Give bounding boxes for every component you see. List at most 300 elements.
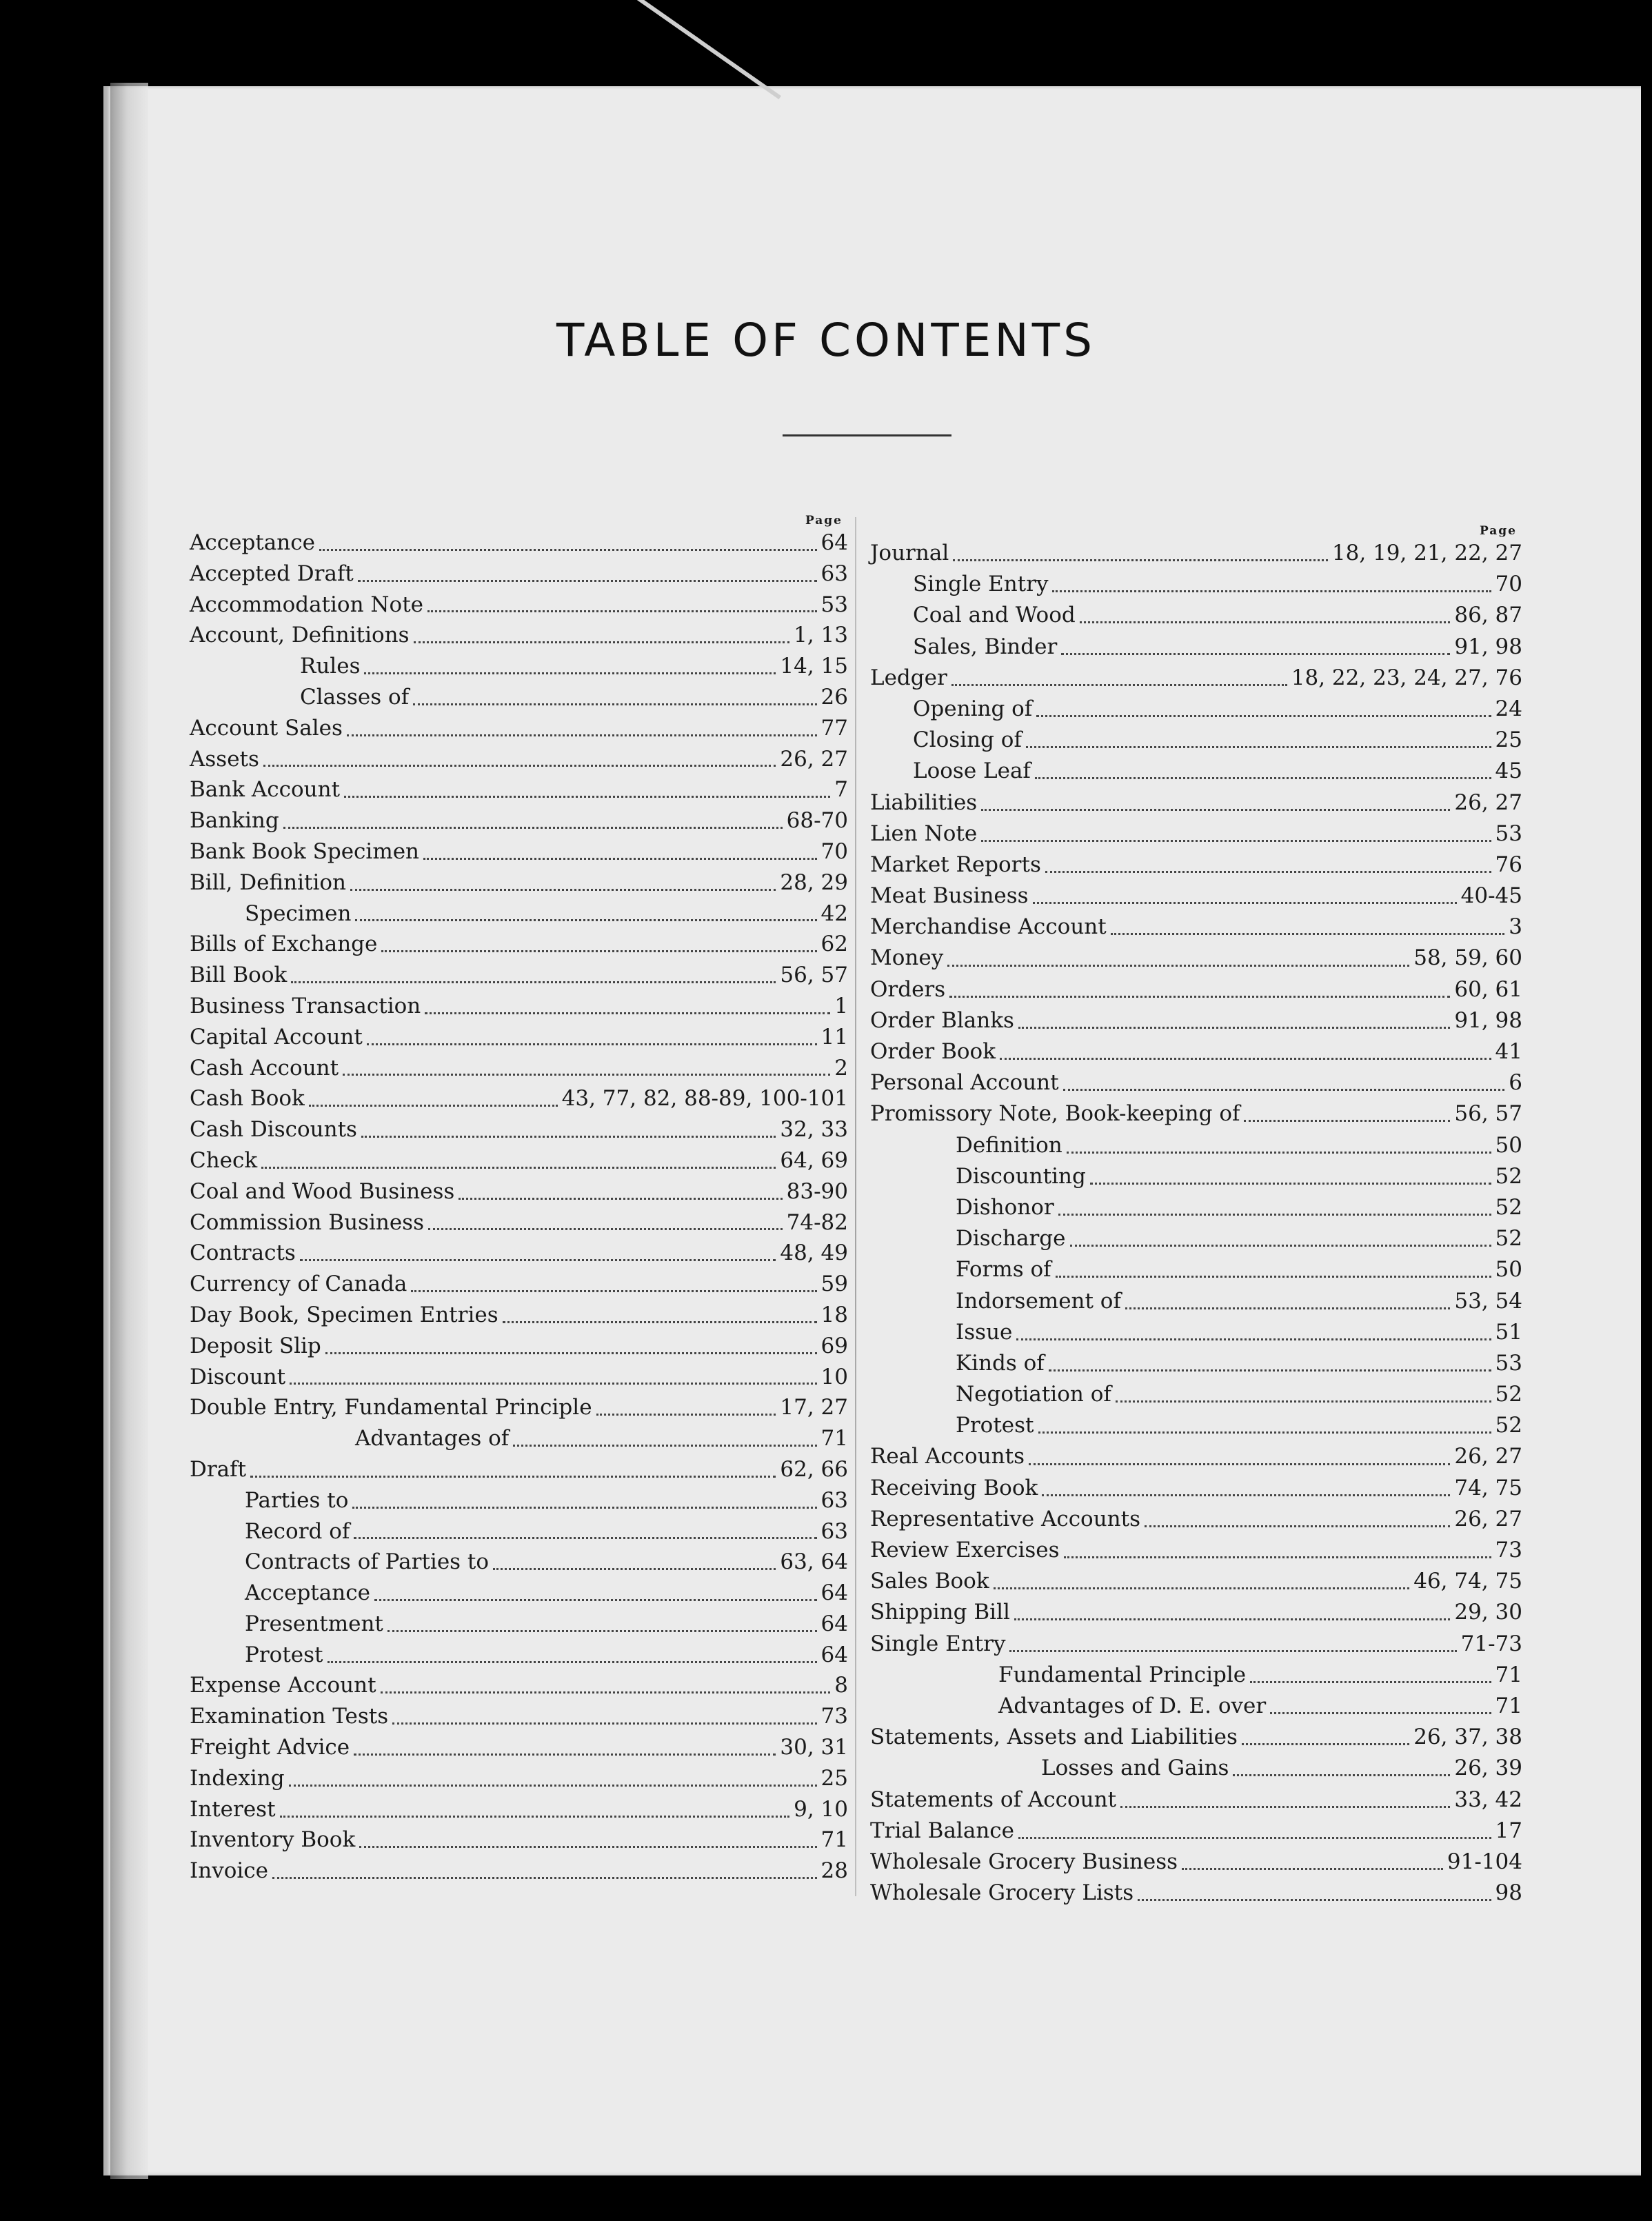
toc-entry [190,1485,848,1516]
toc-entry [190,1856,848,1887]
toc-entry-pages: 26, 37, 38 [1413,1725,1522,1750]
toc-entry-label: Bill, Definition [190,870,346,895]
toc-entry [190,1701,848,1732]
dot-leader [1056,1267,1491,1278]
toc-entry-label: Rules [300,654,361,679]
toc-entry-pages: 7 [834,777,848,803]
toc-entry-pages: 41 [1495,1039,1522,1064]
dot-leader [459,1189,782,1200]
right-entry-list [870,538,1522,1909]
toc-entry-label: Day Book, Specimen Entries [190,1302,498,1327]
toc-entry [870,725,1522,756]
dot-leader [411,1282,816,1292]
toc-entry [190,620,848,651]
toc-entry-label: Assets [190,746,259,772]
toc-entry-pages: 63, 64 [780,1549,848,1575]
dot-leader [359,1838,816,1848]
toc-entry-label: Expense Account [190,1673,376,1698]
dot-leader [1270,1704,1491,1714]
toc-entry [190,929,848,960]
toc-entry-pages: 71 [1495,1693,1522,1718]
toc-entry-label: Kinds of [956,1350,1045,1376]
toc-entry-pages: 86, 87 [1454,603,1522,628]
toc-entry [190,1300,848,1331]
dot-leader [354,1529,816,1539]
toc-entry-pages: 26, 39 [1454,1756,1522,1781]
dot-leader [1058,1205,1491,1216]
toc-entry [190,1114,848,1145]
toc-entry-label: Representative Accounts [870,1506,1141,1531]
toc-entry [870,1005,1522,1036]
toc-entry [870,1629,1522,1660]
dot-leader [1244,1112,1450,1122]
toc-entry-pages: 62 [820,932,848,957]
toc-entry-label: Merchandise Account [870,914,1107,940]
toc-entry-pages: 71 [820,1827,848,1853]
dot-leader [1145,1517,1450,1527]
dot-leader [981,801,1450,811]
toc-entry-label: Commission Business [190,1209,425,1235]
toc-entry-pages: 63 [820,1487,848,1513]
toc-entry [870,1722,1522,1753]
toc-entry [870,1691,1522,1722]
dot-leader [1138,1891,1491,1901]
toc-entry [190,1145,848,1176]
toc-entry [870,1130,1522,1161]
toc-entry-label: Invoice [190,1858,269,1884]
toc-entry [870,1441,1522,1472]
toc-entry-label: Personal Account [870,1070,1059,1096]
toc-entry-pages: 33, 42 [1454,1787,1522,1812]
toc-entry-label: Inventory Book [190,1827,356,1853]
toc-entry-pages: 71 [820,1426,848,1451]
toc-entry-pages: 69 [820,1333,848,1358]
dot-leader [374,1591,817,1601]
toc-entry [190,867,848,898]
dot-leader [1033,894,1457,904]
toc-entry-pages: 91, 98 [1454,634,1522,659]
toc-entry-label: Definition [956,1132,1062,1158]
toc-entry [870,569,1522,600]
toc-entry [870,974,1522,1005]
toc-entry-label: Cash Discounts [190,1117,357,1143]
toc-entry-label: Wholesale Grocery Business [870,1849,1178,1874]
dot-leader [291,973,776,983]
toc-entry [870,663,1522,694]
toc-entry [870,538,1522,569]
dot-leader [1250,1673,1491,1683]
toc-entry [870,1192,1522,1223]
toc-entry-pages: 26, 27 [780,746,848,772]
toc-entry-pages: 74, 75 [1454,1475,1522,1500]
toc-entry-pages: 64 [820,530,848,555]
toc-entry-label: Protest [245,1642,323,1667]
toc-entry [870,1566,1522,1597]
toc-entry-pages: 74-82 [786,1209,848,1235]
toc-entry-pages: 53 [1495,1350,1522,1376]
toc-entry-pages: 91-104 [1447,1849,1522,1874]
toc-entry [190,713,848,744]
dot-leader [953,551,1328,561]
dot-leader [1049,1361,1491,1371]
dot-leader [493,1560,776,1570]
toc-entry-label: Promissory Note, Book-keeping of [870,1101,1240,1127]
toc-entry-label: Single Entry [913,572,1049,597]
toc-entry [190,1053,848,1084]
toc-entry-label: Money [870,945,944,971]
dot-leader [381,942,816,952]
dot-leader [263,756,776,767]
toc-entry [190,1578,848,1609]
toc-entry [190,1640,848,1671]
toc-entry [190,1670,848,1701]
toc-entry-pages: 56, 57 [1454,1101,1522,1127]
dot-leader [309,1096,558,1107]
scan-scratch-mark [632,0,781,99]
toc-entry-pages: 83-90 [786,1178,848,1204]
dot-leader [354,1745,776,1756]
dot-leader [1242,1735,1409,1745]
toc-entry-label: Cash Book [190,1086,305,1112]
dot-leader [1090,1174,1491,1185]
toc-entry-label: Loose Leaf [913,758,1031,784]
toc-entry-pages: 18, 19, 21, 22, 27 [1331,541,1522,565]
toc-entry [870,1317,1522,1348]
toc-entry-label: Statements, Assets and Liabilities [870,1725,1238,1750]
toc-entry [190,774,848,805]
toc-entry [190,527,848,559]
dot-leader [1067,1143,1491,1154]
toc-entry-pages: 26, 27 [1454,1444,1522,1469]
dot-leader [364,664,776,674]
toc-entry-label: Check [190,1147,258,1173]
toc-entry-pages: 29, 30 [1454,1600,1522,1625]
toc-entry-label: Market Reports [870,852,1041,877]
toc-entry [870,1379,1522,1410]
toc-entry-pages: 46, 74, 75 [1413,1569,1522,1594]
toc-entry-label: Banking [190,808,279,834]
toc-entry-label: Specimen [245,901,352,926]
toc-entry [870,1878,1522,1909]
toc-entry-label: Fundamental Principle [998,1662,1247,1687]
dot-leader [1035,769,1491,779]
toc-entry [870,694,1522,725]
toc-entry [870,850,1522,881]
toc-entry-label: Currency of Canada [190,1272,407,1297]
toc-entry-pages: 64 [820,1611,848,1636]
dot-leader [428,1220,783,1230]
toc-entry-label: Advantages of [355,1426,510,1451]
toc-entry [190,1083,848,1114]
toc-entry-label: Presentment [245,1611,383,1636]
toc-entry-label: Draft [190,1456,247,1482]
dot-leader [981,832,1491,842]
toc-entry-label: Negotiation of [956,1382,1111,1407]
dot-leader [503,1313,817,1323]
toc-entry-label: Forms of [956,1257,1051,1283]
dot-leader [1111,925,1505,935]
toc-entry [190,1238,848,1269]
toc-entry [870,1785,1522,1816]
page-title: TABLE OF CONTENTS [556,314,1096,367]
toc-entry-pages: 30, 31 [780,1735,848,1760]
toc-entry-label: Meat Business [870,883,1029,909]
toc-entry [190,1207,848,1238]
toc-entry [870,787,1522,818]
dot-leader [414,633,790,643]
toc-entry-pages: 64, 69 [780,1147,848,1173]
toc-entry-pages: 42 [820,901,848,926]
toc-entry-label: Shipping Bill [870,1600,1010,1625]
toc-entry-pages: 52 [1495,1382,1522,1407]
toc-entry-pages: 28, 29 [780,870,848,895]
dot-leader [1052,582,1491,592]
toc-entry-label: Statements of Account [870,1787,1117,1812]
toc-entry-label: Opening of [913,696,1033,721]
toc-entry-label: Order Book [870,1039,996,1064]
toc-entry-pages: 9, 10 [794,1796,848,1822]
toc-entry [190,836,848,867]
toc-entry-label: Indorsement of [956,1288,1121,1314]
toc-entry [870,881,1522,912]
dot-leader [250,1467,776,1478]
toc-entry [870,943,1522,974]
dot-leader [325,1344,817,1354]
toc-entry-pages: 68-70 [786,808,848,834]
toc-entry [190,651,848,682]
dot-leader [427,602,817,612]
toc-entry-pages: 32, 33 [780,1117,848,1143]
toc-entry [190,682,848,713]
toc-entry-label: Parties to [245,1487,349,1513]
toc-entry-pages: 26, 27 [1454,1506,1522,1531]
dot-leader [1120,1798,1450,1808]
dot-leader [1042,1486,1450,1496]
dot-leader [1070,1236,1491,1247]
toc-entry [870,818,1522,850]
toc-entry-label: Trial Balance [870,1818,1014,1843]
toc-entry-pages: 48, 49 [780,1240,848,1266]
toc-entry [190,744,848,775]
toc-entry-pages: 26, 27 [1454,790,1522,815]
toc-entry-label: Journal [870,541,949,565]
toc-entry-label: Account Sales [190,715,343,741]
toc-entry-label: Coal and Wood [913,603,1076,628]
toc-entry-label: Protest [956,1413,1034,1438]
toc-entry-pages: 43, 77, 82, 88-89, 100-101 [561,1086,848,1112]
toc-entry-pages: 56, 57 [780,963,848,988]
toc-entry [870,1504,1522,1535]
toc-entry [870,1036,1522,1067]
toc-entry-pages: 53 [820,592,848,617]
toc-entry-label: Coal and Wood Business [190,1178,455,1204]
toc-entry-label: Cash Account [190,1055,339,1081]
dot-leader [1063,1081,1505,1091]
toc-entry-pages: 70 [820,838,848,864]
toc-entry [190,1331,848,1362]
toc-entry [870,1067,1522,1098]
toc-entry-label: Acceptance [245,1580,370,1606]
toc-entry-label: Indexing [190,1765,285,1791]
toc-entry-pages: 25 [820,1765,848,1791]
toc-entry-pages: 52 [1495,1226,1522,1252]
dot-leader [1125,1299,1450,1309]
toc-entry-pages: 73 [820,1704,848,1729]
toc-entry-pages: 2 [834,1055,848,1081]
dot-leader [352,1498,816,1509]
toc-entry [870,1597,1522,1628]
toc-entry-pages: 60, 61 [1454,976,1522,1002]
title-rule [783,434,951,436]
dot-leader [280,1807,790,1818]
toc-entry [870,1660,1522,1691]
toc-entry-pages: 91, 98 [1454,1007,1522,1033]
toc-entry [870,1753,1522,1784]
toc-entry [190,1454,848,1485]
toc-entry-pages: 17, 27 [780,1395,848,1420]
toc-entry-label: Bank Account [190,777,341,803]
toc-entry [870,1161,1522,1192]
toc-entry-pages: 6 [1509,1070,1522,1096]
toc-entry-pages: 64 [820,1642,848,1667]
toc-entry [190,1763,848,1794]
toc-entry-pages: 53 [1495,821,1522,846]
toc-entry-label: Order Blanks [870,1007,1014,1033]
dot-leader [1064,1548,1491,1558]
toc-entry [870,1535,1522,1566]
toc-entry-pages: 73 [1495,1538,1522,1562]
toc-entry-label: Liabilities [870,790,978,815]
dot-leader [413,695,816,705]
toc-entry-pages: 18, 22, 23, 24, 27, 76 [1291,665,1522,690]
toc-entry [190,1392,848,1423]
toc-entry [870,756,1522,787]
toc-entry-pages: 11 [820,1024,848,1049]
dot-leader [1000,1049,1491,1060]
dot-leader [381,1683,831,1694]
toc-entry [190,1547,848,1578]
toc-entry-label: Real Accounts [870,1444,1025,1469]
toc-entry [190,960,848,991]
toc-entry-pages: 17 [1495,1818,1522,1843]
toc-entry-pages: 18 [820,1302,848,1327]
toc-entry [870,1223,1522,1254]
dot-leader [319,541,817,551]
toc-entry-pages: 58, 59, 60 [1413,945,1522,971]
dot-leader [261,1158,776,1169]
dot-leader [513,1436,816,1447]
toc-entry-label: Bank Book Specimen [190,838,420,864]
toc-entry-label: Sales Book [870,1569,989,1594]
toc-entry [190,1176,848,1207]
toc-entry-pages: 52 [1495,1194,1522,1220]
dot-leader [1014,1610,1450,1620]
toc-entry-pages: 10 [820,1364,848,1389]
toc-entry-label: Discounting [956,1163,1086,1189]
toc-entry-pages: 63 [820,1518,848,1544]
toc-entry-pages: 26 [820,684,848,710]
dot-leader [1045,863,1491,873]
dot-leader [355,911,816,921]
toc-entry-pages: 59 [820,1272,848,1297]
toc-entry-pages: 50 [1495,1257,1522,1283]
toc-entry-label: Interest [190,1796,276,1822]
contents-column-left [190,514,848,1887]
toc-entry-label: Discount [190,1364,286,1389]
toc-entry-label: Bills of Exchange [190,932,378,957]
dot-leader [347,726,817,736]
dot-leader [423,850,817,860]
dot-leader [1233,1766,1450,1776]
toc-entry-pages: 45 [1495,758,1522,784]
toc-entry [190,805,848,836]
toc-entry-pages: 64 [820,1580,848,1606]
toc-entry-label: Wholesale Grocery Lists [870,1880,1134,1906]
toc-entry-pages: 63 [820,561,848,586]
toc-entry [870,1410,1522,1441]
dot-leader [1080,613,1451,623]
toc-entry-label: Losses and Gains [1041,1756,1229,1781]
toc-entry-pages: 52 [1495,1163,1522,1189]
toc-entry-pages: 28 [820,1858,848,1884]
toc-entry [870,600,1522,631]
toc-entry-pages: 51 [1495,1319,1522,1345]
toc-entry-pages: 14, 15 [780,654,848,679]
toc-entry [190,1022,848,1053]
dot-leader [1116,1392,1491,1403]
dot-leader [387,1622,817,1632]
toc-entry [870,1816,1522,1847]
toc-entry-pages: 1, 13 [794,623,848,648]
toc-entry-label: Accommodation Note [190,592,424,617]
dot-leader [392,1714,816,1725]
page-column-heading: Page [1479,524,1517,538]
toc-entry-label: Receiving Book [870,1475,1038,1500]
dot-leader [1026,738,1491,748]
dot-leader [596,1405,776,1416]
toc-entry [190,991,848,1022]
toc-entry [190,1423,848,1454]
toc-entry-label: Ledger [870,665,947,690]
toc-entry-pages: 52 [1495,1413,1522,1438]
toc-entry-pages: 98 [1495,1880,1522,1906]
toc-entry [870,1473,1522,1504]
contents-column-right [870,524,1522,1909]
toc-entry-pages: 24 [1495,696,1522,721]
toc-entry-label: Deposit Slip [190,1333,321,1358]
column-divider [855,517,856,1896]
toc-entry-pages: 77 [820,715,848,741]
toc-entry-label: Acceptance [190,530,315,555]
dot-leader [358,572,817,582]
dot-leader [1038,1423,1491,1434]
toc-entry [870,1348,1522,1379]
toc-entry-pages: 71 [1495,1662,1522,1687]
dot-leader [951,676,1287,686]
toc-entry-pages: 53, 54 [1454,1288,1522,1314]
toc-entry-label: Closing of [913,727,1022,753]
page-column-heading: Page [805,514,843,527]
toc-entry [190,1269,848,1300]
dot-leader [1029,1455,1450,1465]
dot-leader [949,987,1450,998]
toc-entry-label: Orders [870,976,946,1002]
dot-leader [361,1127,776,1138]
toc-entry [870,1847,1522,1878]
toc-entry-label: Accepted Draft [190,561,354,586]
left-entry-list [190,527,848,1887]
toc-entry [870,1286,1522,1317]
